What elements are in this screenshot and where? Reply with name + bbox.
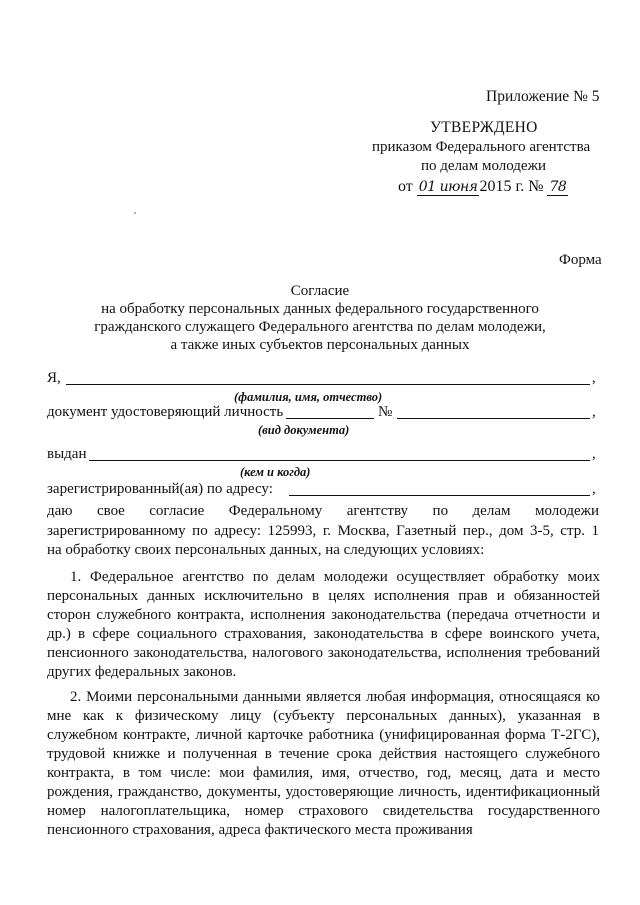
handwritten-month: июня [439,179,478,195]
form-label: Форма [559,252,602,268]
id-document-hint: (вид документа) [258,423,350,437]
registered-address-label: зарегистрированный(ая) по адресу: [47,481,273,497]
id-document-type-line[interactable] [286,418,374,419]
issued-field-hint: (кем и когда) [240,465,311,479]
clause-2-text: 2. Моими персональными данными является любая информация, относящаяся ко мне как к физическому лицу (субъекту персональных данных), указанная в служебном контракте, личной карточке работника (унифицированная форма Т-2ГС), трудовой книжке и полученная в течение срока действия настоящего служебного контракта, в том числе: мои фамилия, имя, отчество, год, месяц, дата и место рождения, гражданство, документы, удостоверяющие личность, идентификационный номер налогоплательщика, номер страхового свидетельства государственного пенсионного страхования, адреса фактического места проживания [47,689,600,838]
clause-2 [47,688,600,840]
order-issuer-line1: приказом Федерального агентства [372,139,591,155]
id-document-label: документ удостоверяющий личность [47,404,284,420]
name-field-hint: (фамилия, имя, отчество) [234,390,383,404]
id-document-end: , [592,404,596,420]
issued-field-line[interactable] [89,460,590,461]
id-document-number-label: № [378,404,393,420]
name-field-line[interactable] [66,384,590,385]
appendix-label: Приложение № 5 [486,88,600,105]
consent-line1: даю своe согласие Федеральному агентству по делам молодежи [47,503,599,519]
date-year: 2015 г. № [479,178,544,195]
doc-subtitle-line1: на обработку персональных данных федерального государственного [101,301,539,317]
scan-speck [134,212,136,214]
clause-1-text: 1. Федеральное агентство по делам молодежи осуществляет обработку моих персональных данных исключительно в целях исполнения прав и обязанностей сторон служебного контракта, исполнения законодательства (передача отчетности и др.) в сфере социального страхования, законодательства в сфере воинского учета, пенсионного законодательства, налогового законодательства, исполнения требований других федеральных законов. [47,569,600,680]
doc-title: Согласие [290,283,350,299]
approved-stamp: УТВЕРЖДЕНО [430,119,538,136]
issued-field-end: , [592,446,596,462]
issued-label: выдан [47,446,87,462]
name-label: Я, [47,370,61,386]
handwritten-day: 01 [418,179,436,195]
clause-1 [47,568,600,682]
registered-address-line[interactable] [289,495,590,496]
doc-subtitle-line3: а также иных субъектов персональных данных [170,337,470,353]
order-date [398,177,568,197]
doc-subtitle-line2: гражданского служащего Федерального агентства по делам молодежи, [94,319,546,335]
consent-line2: зарегистрированному по адресу: 125993, г. Москва, Газетный пер., дом 3-5, стр. 1 [47,523,599,539]
handwritten-order-number: 78 [549,179,567,195]
order-issuer-line2: по делам молодежи [421,158,546,174]
name-field-end: , [592,370,596,386]
consent-line3: на обработку своих персональных данных, на следующих условиях: [47,542,485,558]
date-prefix: от [398,178,413,195]
registered-address-end: , [592,481,596,497]
id-document-number-line[interactable] [397,418,590,419]
